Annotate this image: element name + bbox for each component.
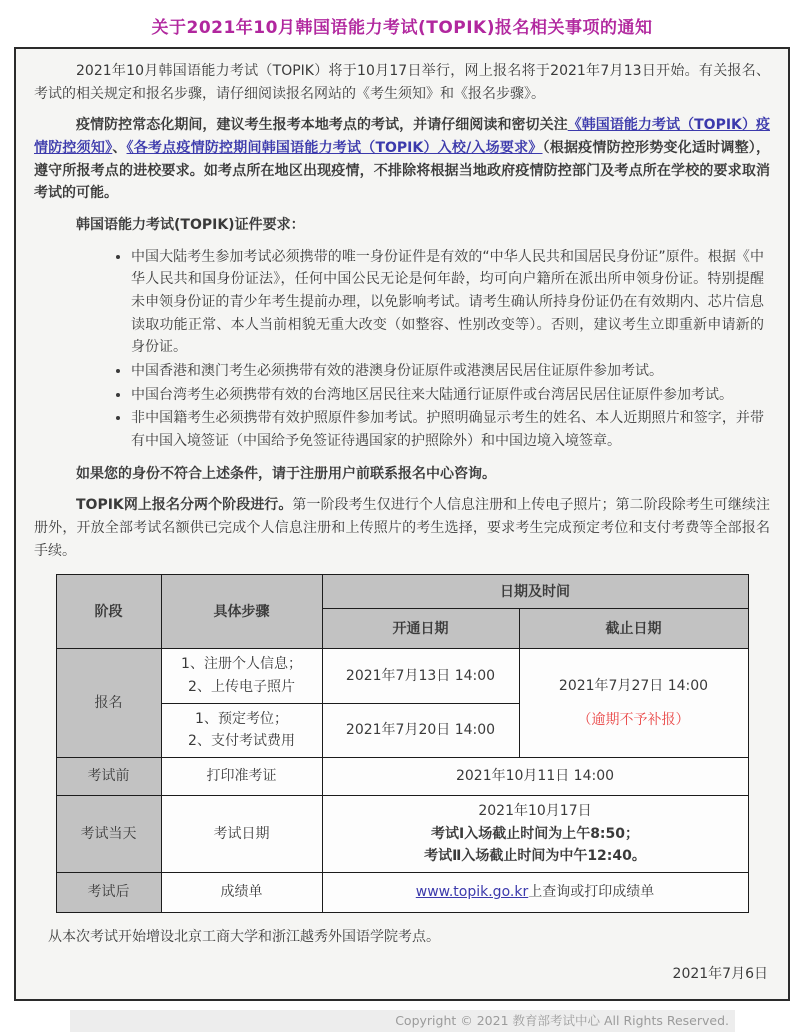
header-stage: 阶段	[56, 575, 161, 649]
footer-copyright: Copyright © 2021 教育部考试中心 All Rights Reserved.	[70, 1010, 735, 1032]
id-requirements-heading: 韩国语能力考试(TOPIK)证件要求：	[76, 217, 305, 234]
cell-stage-after-exam: 考试后	[56, 873, 161, 913]
schedule-table	[56, 574, 749, 913]
table-row-exam-day	[56, 796, 748, 873]
cell-open-phase2: 2021年7月20日 14:00	[322, 703, 519, 757]
cell-results-link	[322, 873, 748, 913]
table-header-row-1	[56, 575, 748, 609]
cell-time-before-exam: 2021年10月11日 14:00	[322, 758, 748, 796]
header-steps: 具体步骤	[161, 575, 322, 649]
epidemic-text-prefix: 疫情防控常态化期间，建议考生报考本地考点的考试，并请仔细阅读和密切关注	[76, 117, 568, 134]
table-row-registration-phase1	[56, 649, 748, 703]
registration-close-time: 2021年7月27日 14:00	[558, 677, 709, 694]
cell-open-phase1: 2021年7月13日 14:00	[322, 649, 519, 703]
cell-stage-exam-day: 考试当天	[56, 796, 161, 873]
table-row-after-exam	[56, 873, 748, 913]
cell-stage-before-exam: 考试前	[56, 758, 161, 796]
cell-steps-phase2	[161, 703, 322, 757]
identity-note: 如果您的身份不符合上述条件，请于注册用户前联系报名中心咨询。	[76, 465, 496, 482]
cell-steps-before-exam: 打印准考证	[161, 758, 322, 796]
exam2-entry-deadline: 考试Ⅱ入场截止时间为中午12:40。	[424, 848, 646, 865]
two-phase-lead: TOPIK网上报名分两个阶段进行。	[76, 497, 293, 514]
table-row-before-exam	[56, 758, 748, 796]
cell-stage-registration: 报名	[56, 649, 161, 758]
list-item-taiwan: • 中国台湾考生必须携带有效的台湾地区居民往来大陆通行证原件或台湾居民居住证原件参加考试。	[131, 384, 770, 407]
epidemic-separator: 、	[112, 140, 127, 157]
exam1-entry-deadline: 考试Ⅰ入场截止时间为上午8:50；	[430, 825, 640, 842]
cell-time-exam-day	[322, 796, 748, 873]
page-title: 关于2021年10月韩国语能力考试(TOPIK)报名相关事项的通知	[151, 18, 653, 38]
registration-close-note: （逾期不予补报）	[577, 712, 690, 729]
phase2-step-2: 2、支付考试费用	[188, 733, 295, 750]
issue-date: 2021年7月6日	[672, 965, 768, 982]
entry-requirements-link[interactable]: 《各考点疫情防控期间韩国语能力考试（TOPIK）入校/入场要求》	[126, 140, 543, 157]
phase2-step-1: 1、预定考位；	[195, 710, 288, 727]
phase1-step-1: 1、注册个人信息；	[181, 656, 302, 673]
cell-close-registration	[519, 649, 748, 758]
phase1-step-2: 2、上传电子照片	[188, 679, 295, 696]
cell-steps-phase1	[161, 649, 322, 703]
header-close-date: 截止日期	[519, 609, 748, 649]
intro-paragraph: 2021年10月韩国语能力考试（TOPIK）将于10月17日举行，网上报名将于2021年7月13日开始。有关报名、考试的相关规定和报名步骤，请仔细阅读报名网站的《考生须知》和《报名步骤》。	[34, 63, 770, 102]
epidemic-paragraph	[34, 114, 770, 205]
cell-steps-after-exam: 成绩单	[161, 873, 322, 913]
results-link-suffix: 上查询或打印成绩单	[528, 884, 655, 901]
exam-day-date: 2021年10月17日	[478, 803, 592, 820]
header-open-date: 开通日期	[322, 609, 519, 649]
two-phase-paragraph	[34, 494, 770, 562]
list-item-hk-macau: • 中国香港和澳门考生必须携带有效的港澳身份证原件或港澳居民居住证原件参加考试。	[131, 360, 770, 383]
notice-box	[14, 47, 790, 1001]
topik-website-link[interactable]: www.topik.go.kr	[415, 884, 529, 901]
notice-page	[0, 13, 804, 1029]
header-datetime: 日期及时间	[322, 575, 748, 609]
new-test-sites-note: 从本次考试开始增设北京工商大学和浙江越秀外国语学院考点。	[48, 929, 440, 946]
two-phase-rest: 第一阶段考生仅进行个人信息注册和上传电子照片；第二阶段除考生可继续注册外，开放全部考试名额供已完成个人信息注册和上传照片的考生选择，要求考生完成预定考位和支付考费等全部报名手续。	[34, 497, 770, 559]
epidemic-text-suffix: （根据疫情防控形势变化适时调整），遵守所报考点的进校要求。如考点所在地区出现疫情，不排除将根据当地政府疫情防控部门及考点所在学校的要求取消考试的可能。	[34, 140, 771, 202]
id-requirements-list	[34, 246, 770, 453]
list-item-foreign: • 非中国籍考生必须携带有效护照原件参加考试。护照明确显示考生的姓名、本人近期照片和签字，并带有中国入境签证（中国给予免签证待遇国家的护照除外）和中国边境入境签章。	[131, 407, 770, 452]
epidemic-notice-link[interactable]: 《韩国语能力考试（TOPIK）疫情防控须知》	[34, 117, 770, 157]
cell-steps-exam-day: 考试日期	[161, 796, 322, 873]
list-item-mainland: • 中国大陆考生参加考试必须携带的唯一身份证件是有效的“中华人民共和国居民身份证”原件。根据《中华人民共和国身份证法》，任何中国公民无论是何年龄，均可向户籍所在派出所申领身份证。特别提醒未申领身份证的青少年考生提前办理，以免影响考试。请考生确认所持身份证仍在有效期内、芯片信息读取功能正常、本人当前相貌无重大改变（如整容、性别改变等）。否则，建议考生立即重新申请新的身份证。	[131, 246, 770, 359]
